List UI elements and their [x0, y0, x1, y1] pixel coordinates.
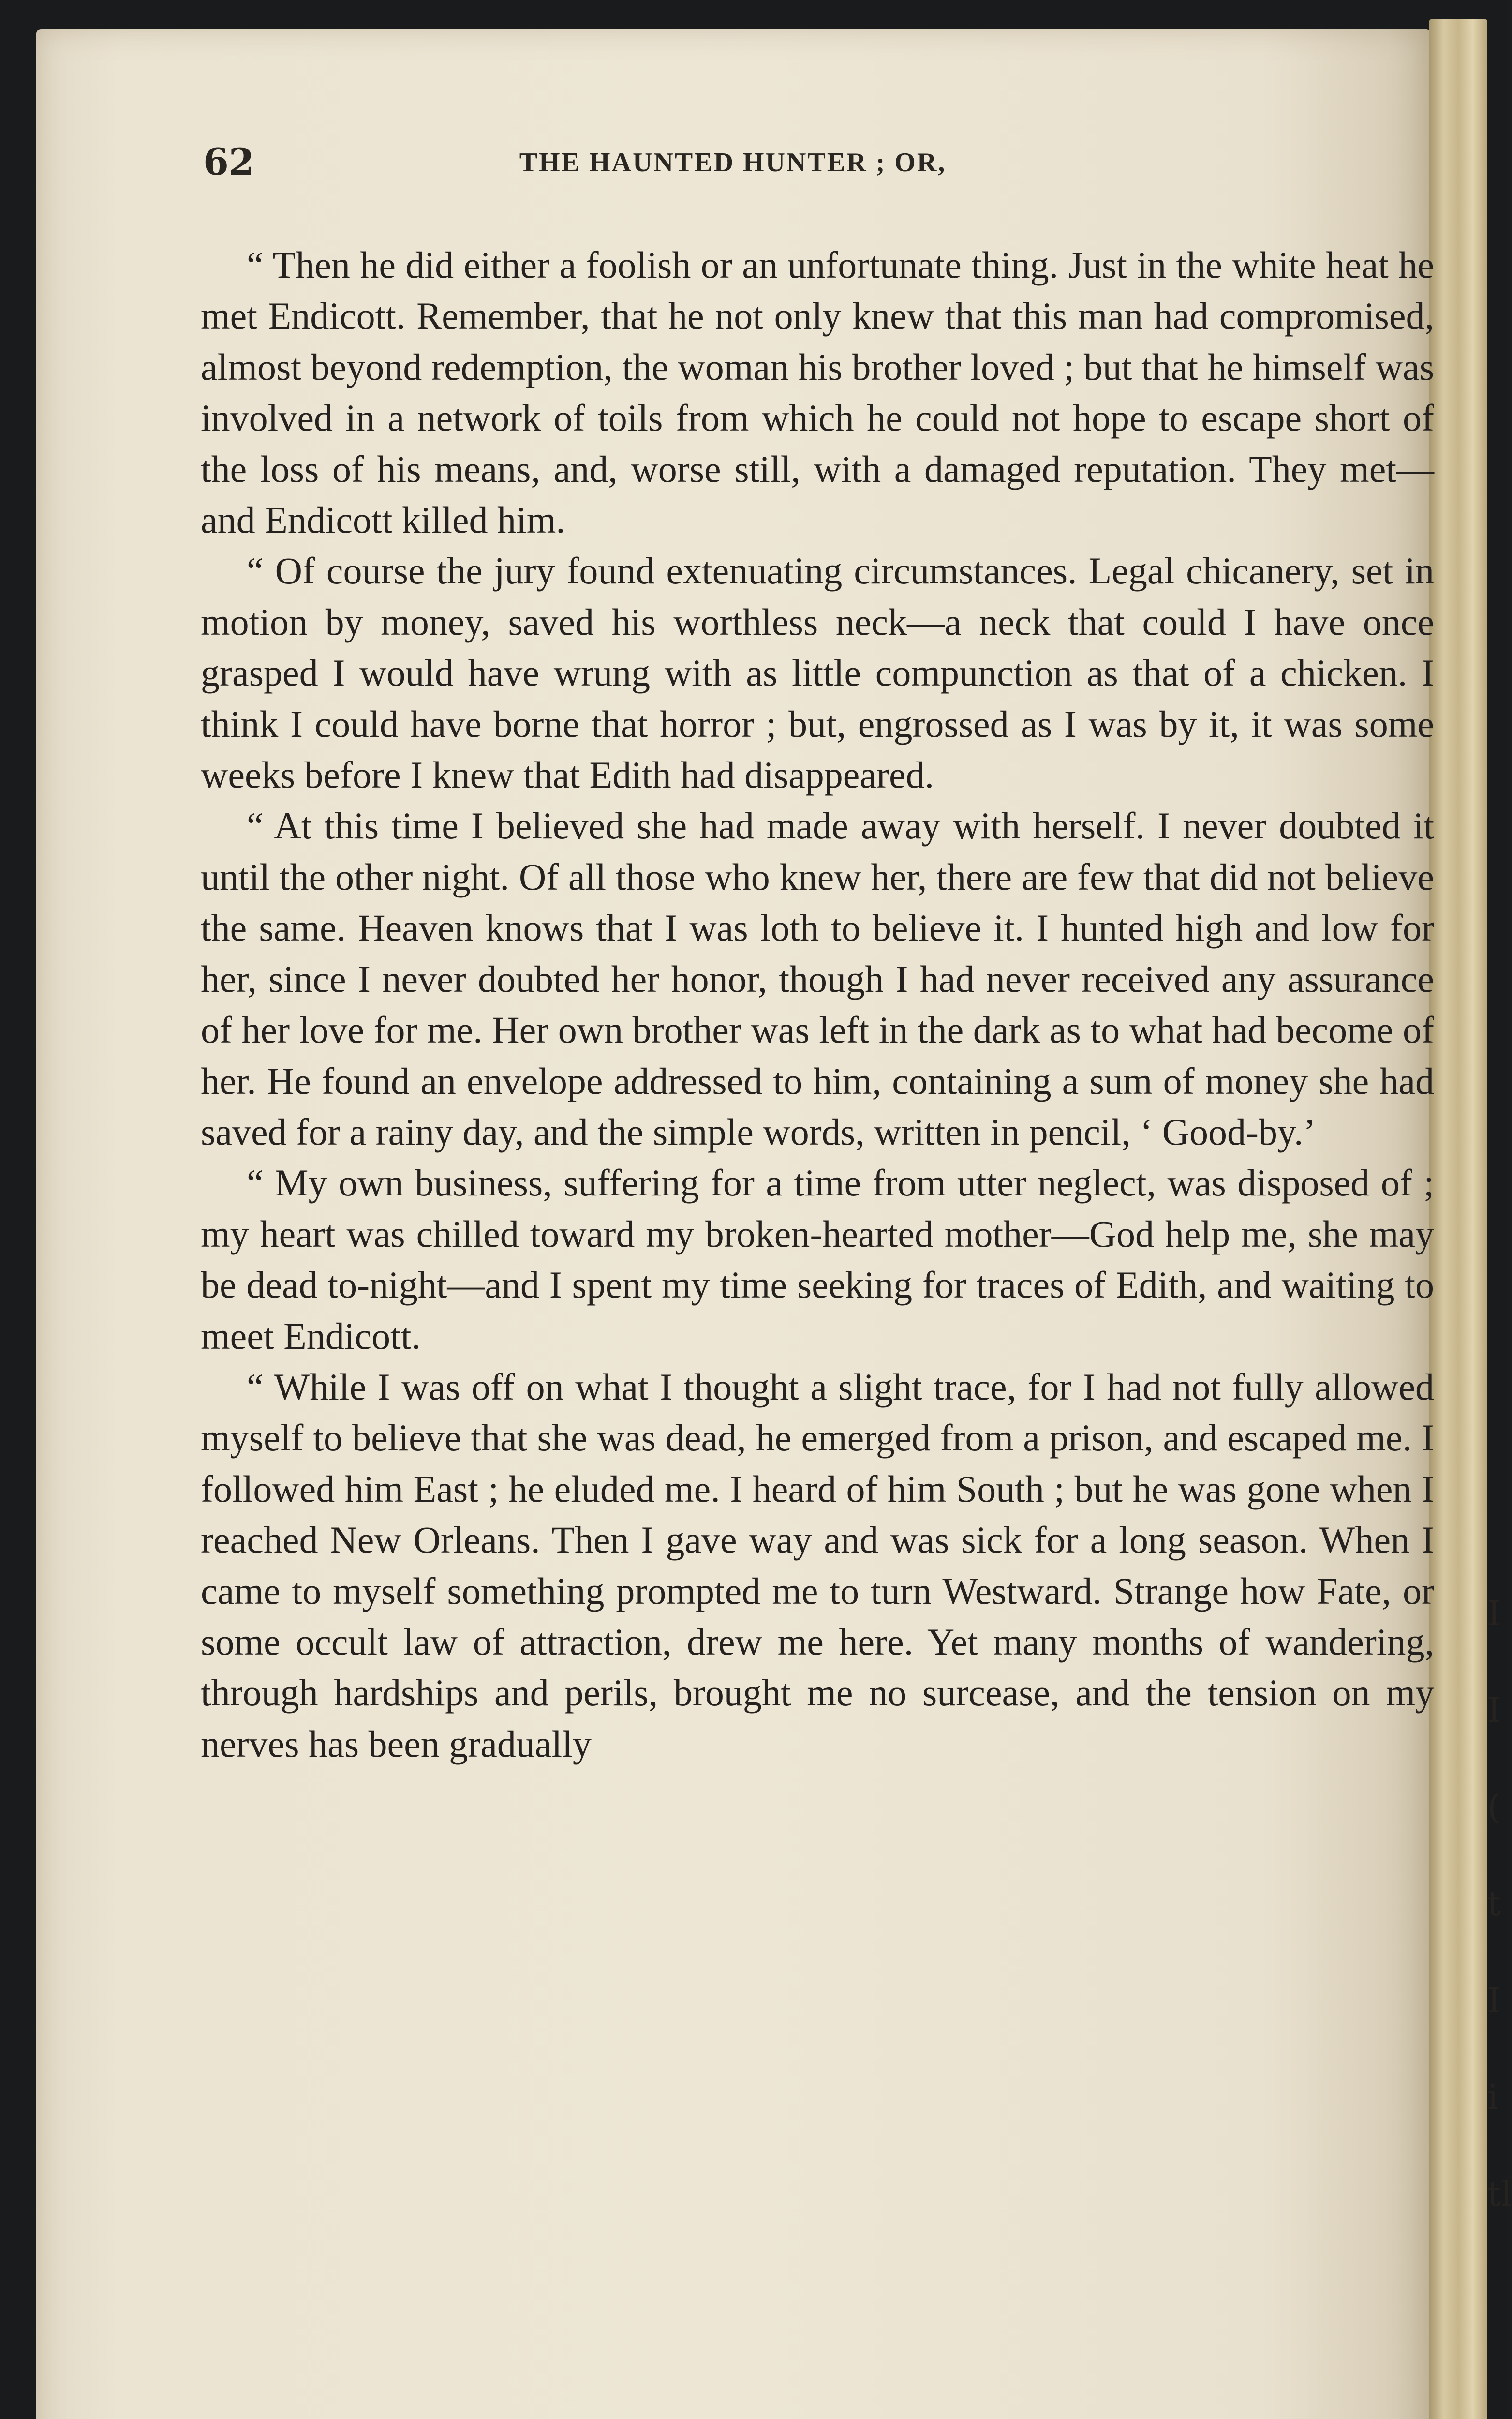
running-title: THE HAUNTED HUNTER ; OR,	[519, 148, 947, 178]
page-number: 62	[203, 140, 254, 183]
edge-glyph: t	[1487, 1884, 1501, 1924]
edge-glyph: I	[1487, 1594, 1501, 1633]
running-head	[36, 140, 1429, 198]
paragraph: “ Then he did either a foolish or an unfortunate thing. Just in the white heat he met Endicott. Remember, that he not only knew that this man had compromised, almost beyond redemption, the woman his brother loved ; but that he himself was involved in a network of toils from which he could not hope to escape short of the loss of his means, and, worse still, with a damaged reputation. They met—and Endicott killed him.	[201, 244, 1434, 541]
edge-glyph: tl	[1487, 2174, 1512, 2214]
paragraph: “ While I was off on what I thought a slight trace, for I had not fully allowed myself to believe that she was dead, he emerged from a prison, and escaped me. I followed him East ; he eluded me. I heard of him South ; but he was gone when I reached New Orleans. Then I gave way and was sick for a long season. When I came to myself something prompted me to turn Westward. Strange how Fate, or some occult law of attraction, drew me here. Yet many months of wandering, through hardships and perils, brought me no surcease, and the tension on my nerves has been gradually	[201, 1365, 1434, 1765]
edge-glyph: i	[1487, 2077, 1498, 2117]
paragraph: “ My own business, suffering for a time from utter neglect, was disposed of ; my heart was chilled toward my broken-hearted mother—God help me, she may be dead to-night—and I spent my time seeking for traces of Edith, and waiting to meet Endicott.	[201, 1162, 1434, 1357]
edge-glyph: I	[1487, 1690, 1501, 1730]
page-edge	[1429, 19, 1487, 2419]
paragraph: “ Of course the jury found extenuating circumstances. Legal chicanery, set in motion by money, saved his worthless neck—a neck that could I have once grasped I would have wrung with as little compunction as that of a chicken. I think I could have borne that horror ; but, engrossed as I was by it, it was some weeks before I knew that Edith had disappeared.	[201, 550, 1434, 796]
edge-glyph: I	[1487, 1981, 1501, 2020]
next-page-edge-text	[1487, 1594, 1512, 2322]
book-page	[36, 29, 1434, 2419]
paragraph: “ At this time I believed she had made away with herself. I never doubted it until the other night. Of all those who knew her, there are few that did not believe the same. Heaven knows that I was loth to believe it. I hunted high and low for her, since I never doubted her honor, though I had never received any assurance of her love for me. Her own brother was left in the dark as to what had become of her. He found an envelope addressed to him, containing a sum of money she had saved for a rainy day, and the simple words, written in pencil, ‘ Good-by.’	[201, 805, 1434, 1153]
edge-glyph: (	[1487, 1787, 1501, 1827]
body-text	[201, 239, 1434, 1769]
